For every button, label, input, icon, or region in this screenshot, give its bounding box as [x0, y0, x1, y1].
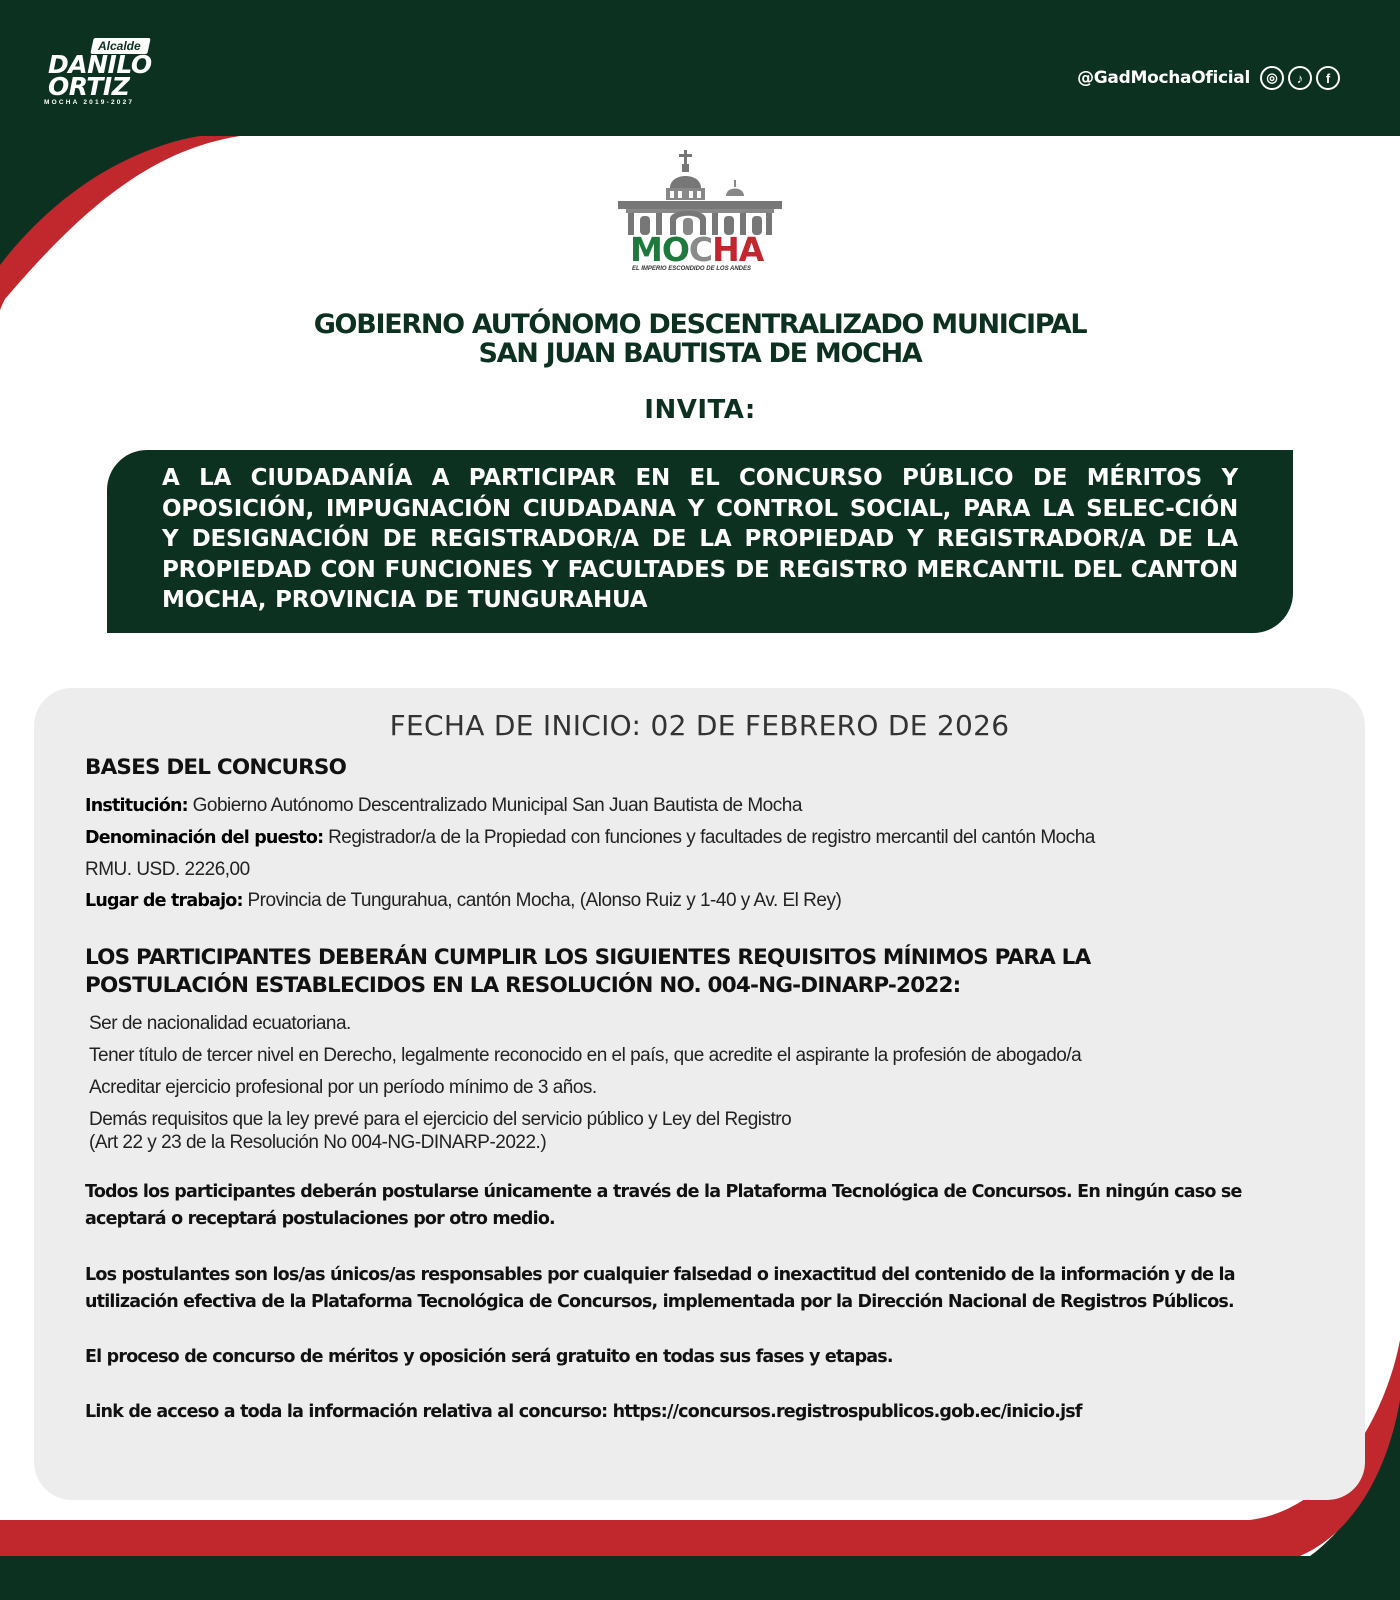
base-value: Gobierno Autónomo Descentralizado Municipal San Juan Bautista de Mocha [192, 795, 802, 816]
notice-link[interactable]: Link de acceso a toda la información relativa al concurso: https://concursos.registrospublicos.gob.ec/inicio.jsf [85, 1402, 1082, 1422]
base-value: RMU. USD. 2226,00 [85, 859, 250, 880]
start-date: FECHA DE INICIO: 02 DE FEBRERO DE 2026 [389, 709, 1010, 742]
organization-title-line2: SAN JUAN BAUTISTA DE MOCHA [478, 338, 922, 369]
requirement-item: Ser de nacionalidad ecuatoriana. [89, 1013, 351, 1034]
alcalde-tag: Alcalde [90, 38, 150, 54]
base-label: Denominación del puesto: [85, 828, 324, 848]
invitation-text: A LA CIUDADANÍA A PARTICIPAR EN EL CONCURSO PÚBLICO DE MÉRITOS Y OPOSICIÓN, IMPUGNACIÓN CIUDADANA Y CONTROL SOCIAL, PARA LA SELEC-CIÓN Y DESIGNACIÓN DE REGISTRADOR/A DE LA PROPIEDAD Y REGISTRADOR/A DE LA PROPIEDAD CON FUNCIONES Y FACULTADES DE REGISTRO MERCANTIL DEL CANTON MOCHA, PROVINCIA DE TUNGURAHUA [162, 465, 1238, 613]
mocha-municipal-logo [618, 150, 782, 280]
mocha-wordmark: MOCHA [630, 230, 764, 269]
notice-responsibility: Los postulantes son los/as únicos/as responsables por cualquier falsedad o inexactitud del contenido de la información y de la utilización efectiva de la Plataforma Tecnológica de Concursos, implementada por la Dirección Nacional de Registros Públicos. [85, 1265, 1235, 1312]
base-rmu [85, 859, 250, 881]
campaign-term: MOCHA 2019-2027 [44, 99, 135, 106]
requirement-item: Acreditar ejercicio profesional por un período mínimo de 3 años. [89, 1077, 597, 1098]
bases-title: BASES DEL CONCURSO [85, 755, 347, 780]
base-value: Provincia de Tungurahua, cantón Mocha, (Alonso Ruiz y 1-40 y Av. El Rey) [247, 890, 842, 911]
invita-heading: INVITA: [644, 395, 756, 425]
base-label: Lugar de trabajo: [85, 891, 243, 911]
organization-title-line1: GOBIERNO AUTÓNOMO DESCENTRALIZADO MUNICIPAL [313, 309, 1087, 340]
facebook-icon[interactable]: f [1316, 66, 1340, 90]
base-label: Institución: [85, 796, 188, 816]
base-value: Registrador/a de la Propiedad con funciones y facultades de registro mercantil del cantón Mocha [328, 827, 1095, 848]
campaign-name-line2: ORTIZ [48, 72, 130, 101]
campaign-logo [42, 36, 162, 108]
invitation-banner [107, 450, 1293, 633]
requirements-title: LOS PARTICIPANTES DEBERÁN CUMPLIR LOS SIGUIENTES REQUISITOS MÍNIMOS PARA LA POSTULACIÓN ESTABLECIDOS EN LA RESOLUCIÓN NO. 004-NG-DINARP-2022: [85, 945, 1091, 998]
campaign-name-line1: DANILO [48, 50, 152, 79]
notice-free: El proceso de concurso de méritos y oposición será gratuito en todas sus fases y etapas. [85, 1347, 893, 1367]
organization-title [0, 310, 1400, 368]
requirement-item: (Art 22 y 23 de la Resolución No 004-NG-DINARP-2022.) [89, 1132, 547, 1153]
tiktok-icon[interactable]: ♪ [1288, 66, 1312, 90]
requirement-item: Tener título de tercer nivel en Derecho, legalmente reconocido en el país, que acredite el aspirante la profesión de abogado/a [89, 1045, 1082, 1066]
requirement-item: Demás requisitos que la ley prevé para el ejercicio del servicio público y Ley del Registro [89, 1109, 792, 1130]
mocha-tagline: EL IMPERIO ESCONDIDO DE LOS ANDES [632, 266, 752, 272]
base-lugar [85, 890, 841, 912]
base-institucion [85, 795, 802, 817]
social-links [1077, 66, 1340, 90]
base-denominacion [85, 827, 1095, 849]
contest-details-card [34, 688, 1365, 1500]
church-icon [618, 150, 782, 236]
instagram-icon[interactable]: ◎ [1260, 66, 1284, 90]
social-handle[interactable]: @GadMochaOficial [1077, 68, 1250, 88]
notice-platform: Todos los participantes deberán postularse únicamente a través de la Plataforma Tecnológica de Concursos. En ningún caso se aceptará o receptará postulaciones por otro medio. [85, 1182, 1242, 1229]
